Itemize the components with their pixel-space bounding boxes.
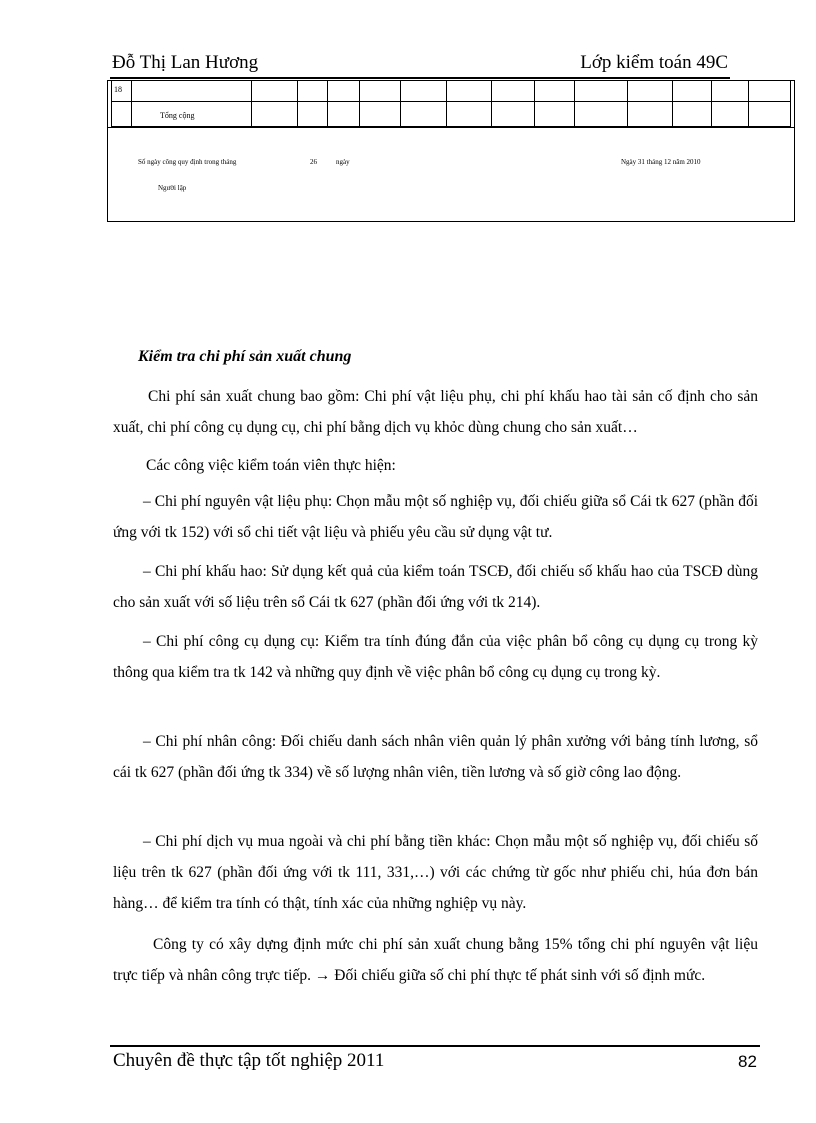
table-date: Ngày 31 tháng 12 năm 2010 <box>621 158 701 166</box>
table-row-number: 18 <box>114 85 122 94</box>
page-header <box>110 52 758 78</box>
attendance-table <box>107 80 795 222</box>
paragraph: – Chi phí công cụ dụng cụ: Kiểm tra tính đúng đắn của việc phân bổ công cụ dụng cụ trong kỳ thông qua kiểm tra tk 142 và những quy định về việc phân bổ công cụ dụng cụ trong kỳ. <box>113 633 758 681</box>
table-column-divider <box>446 81 447 127</box>
table-column-divider <box>359 81 360 127</box>
workdays-unit: ngày <box>336 158 350 166</box>
table-column-divider <box>297 81 298 127</box>
author-name: Đỗ Thị Lan Hương <box>112 52 259 73</box>
table-column-divider <box>534 81 535 127</box>
class-name: Lớp kiểm toán 49C <box>580 52 728 73</box>
document-title: Chuyên đề thực tập tốt nghiệp 2011 <box>113 1050 385 1071</box>
table-column-divider <box>672 81 673 127</box>
table-column-divider <box>574 81 575 127</box>
paragraph: – Chi phí khấu hao: Sử dụng kết quả của kiểm toán TSCĐ, đối chiếu số khấu hao của TSCĐ dùng cho sản xuất với số liệu trên sổ Cái tk 627 (phần đối ứng với tk 214). <box>113 563 758 611</box>
paragraph: Công ty có xây dựng định mức chi phí sản xuất chung bằng 15% tổng chi phí nguyên vật liệu trực tiếp và nhân công trực tiếp. → Đối chiếu giữa số chi phí thực tế phát sinh với số định mức. <box>113 936 758 984</box>
preparer-label: Người lập <box>158 184 187 192</box>
workdays-value: 26 <box>310 158 317 166</box>
paragraph: – Chi phí dịch vụ mua ngoài và chi phí bằng tiền khác: Chọn mẫu một số nghiệp vụ, đối chiếu số liệu trên tk 627 (phần đối ứng với tk 111, 331,…) với các chứng từ gốc như phiếu chi, húa đơn bán hàng… để kiểm tra tính có thật, tính xác của những nghiệp vụ này. <box>113 833 758 912</box>
table-column-divider <box>627 81 628 127</box>
page-number: 82 <box>738 1052 757 1071</box>
paragraph: – Chi phí nguyên vật liệu phụ: Chọn mẫu một số nghiệp vụ, đối chiếu giữa sổ Cái tk 627 (phần đối ứng với tk 152) với sổ chi tiết vật liệu và phiếu yêu cầu sử dụng vật tư. <box>113 493 758 541</box>
paragraph: Chi phí sản xuất chung bao gồm: Chi phí vật liệu phụ, chi phí khấu hao tài sản cố định cho sản xuất, chi phí công cụ dụng cụ, chi phí bằng dịch vụ khỏc dùng chung cho sản xuất… <box>113 388 758 436</box>
table-total-row <box>111 102 791 127</box>
table-footer <box>108 127 794 222</box>
section-title: Kiểm tra chi phí sản xuất chung <box>138 348 352 365</box>
workdays-label: Số ngày công quy định trong tháng <box>138 158 237 166</box>
table-column-divider <box>491 81 492 127</box>
table-column-divider <box>748 81 749 127</box>
footer-divider <box>110 1045 760 1047</box>
paragraph: – Chi phí nhân công: Đối chiếu danh sách nhân viên quản lý phân xưởng với bảng tính lương, sổ cái tk 627 (phần đối ứng tk 334) về số lượng nhân viên, tiền lương và số giờ công lao động. <box>113 733 758 781</box>
table-total-label: Tổng cộng <box>160 111 195 120</box>
header-divider <box>110 77 730 79</box>
paragraph: Các công việc kiểm toán viên thực hiện: <box>146 457 396 474</box>
table-row <box>111 81 791 102</box>
table-column-divider <box>251 81 252 127</box>
table-column-divider <box>711 81 712 127</box>
table-column-divider <box>131 81 132 127</box>
table-column-divider <box>400 81 401 127</box>
table-column-divider <box>327 81 328 127</box>
